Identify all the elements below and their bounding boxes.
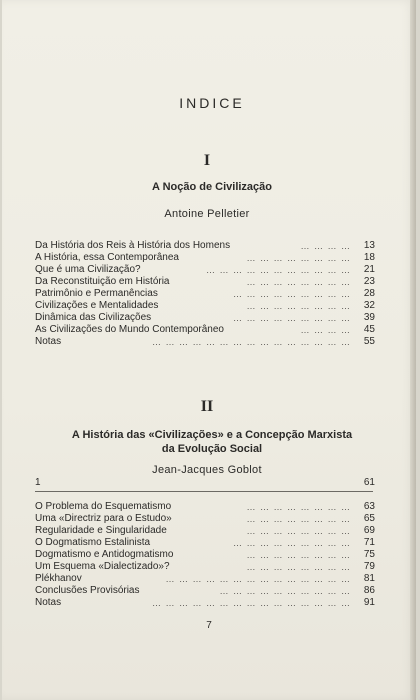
toc-entry-page: 61: [363, 477, 375, 488]
section-1-numeral: I: [203, 152, 211, 169]
toc-entry: [35, 513, 375, 525]
toc-entry-page: 45: [363, 324, 375, 335]
toc-entry-label: A História, essa Contemporânea: [35, 252, 179, 263]
toc-leader-dots: … … … … … … … … … …: [219, 586, 351, 596]
page-number: 7: [206, 620, 212, 631]
toc-entry-page: 91: [363, 597, 375, 608]
toc-entry: [35, 525, 375, 537]
toc-entry-label: Conclusões Provisórias: [35, 585, 140, 596]
toc-entry-page: 23: [363, 276, 375, 287]
toc-entry-label: Patrimônio e Permanências: [35, 288, 158, 299]
toc-entry: [35, 501, 375, 513]
toc-leader-dots: … … … … … … … …: [246, 301, 351, 311]
book-page: [2, 0, 416, 700]
section-2-toc: [35, 477, 375, 609]
toc-leader-dots: … … … … … … … …: [246, 526, 351, 536]
toc-entry-page: 71: [363, 537, 375, 548]
section-2-numeral: II: [200, 398, 214, 415]
toc-entry: [35, 264, 375, 276]
section-2-title-line-2: da Evolução Social: [161, 443, 263, 455]
toc-leader-dots: … … … … … … … …: [246, 514, 351, 524]
index-heading: INDICE: [179, 95, 245, 111]
toc-leader-dots: … … … … … … … … …: [232, 289, 351, 299]
toc-leader-dots: … … … … … … … …: [246, 502, 351, 512]
toc-entry-page: 32: [363, 300, 375, 311]
toc-entry-page: 39: [363, 312, 375, 323]
toc-entry: [35, 477, 375, 489]
toc-entry-label: Dogmatismo e Antidogmatismo: [35, 549, 174, 560]
toc-leader-dots: … … … …: [300, 325, 351, 335]
toc-entry-label: Plékhanov: [35, 573, 82, 584]
toc-entry: [35, 597, 375, 609]
section-2-divider: [35, 491, 373, 492]
toc-leader-dots: … … … … … … … …: [246, 562, 351, 572]
toc-entry: [35, 549, 375, 561]
toc-leader-dots: … … … … … … … … …: [232, 313, 351, 323]
toc-entry: [35, 573, 375, 585]
toc-leader-dots: … … … … … … … … … … … … … … …: [151, 337, 351, 347]
toc-entry-page: 28: [363, 288, 375, 299]
toc-entry-label: Que é uma Civilização?: [35, 264, 141, 275]
toc-entry-label: Civilizações e Mentalidades: [35, 300, 159, 311]
toc-entry-page: 86: [363, 585, 375, 596]
toc-leader-dots: … … … … … … … …: [246, 550, 351, 560]
section-2-title-line-1: A História das «Civilizações» e a Concepção Marxista: [71, 429, 353, 441]
toc-entry: [35, 288, 375, 300]
toc-entry-page: 81: [363, 573, 375, 584]
toc-entry-page: 79: [363, 561, 375, 572]
toc-entry-page: 75: [363, 549, 375, 560]
section-2-author: Jean-Jacques Goblot: [152, 464, 262, 476]
section-1-title: A Noção de Civilização: [151, 181, 273, 193]
toc-entry-page: 18: [363, 252, 375, 263]
toc-leader-dots: … … … … … … … … … … … … … …: [165, 574, 351, 584]
toc-entry-label: Dinâmica das Civilizações: [35, 312, 152, 323]
toc-leader-dots: … … … … … … … … … … …: [205, 265, 351, 275]
toc-entry-page: 69: [363, 525, 375, 536]
toc-entry-label: O Problema do Esquematismo: [35, 501, 172, 512]
toc-leader-dots: … … … … … … … … …: [232, 538, 351, 548]
toc-leader-dots: … … … … … … … …: [246, 253, 351, 263]
toc-entry-label: Uma «Directriz para o Estudo»: [35, 513, 172, 524]
toc-entry: [35, 276, 375, 288]
toc-entry-label: Notas: [35, 336, 62, 347]
toc-entry: [35, 300, 375, 312]
toc-entry-page: 65: [363, 513, 375, 524]
toc-entry: [35, 561, 375, 573]
toc-entry: [35, 537, 375, 549]
toc-entry-label: O Dogmatismo Estalinista: [35, 537, 151, 548]
toc-entry-label: 1: [35, 477, 41, 488]
section-1-author: Antoine Pelletier: [164, 208, 250, 220]
toc-entry: [35, 585, 375, 597]
toc-entry-label: Notas: [35, 597, 62, 608]
section-2-title: [22, 428, 402, 456]
toc-entry-label: Da Reconstituição em História: [35, 276, 170, 287]
toc-entry-page: 13: [363, 240, 375, 251]
toc-entry: [35, 312, 375, 324]
toc-entry-page: 55: [363, 336, 375, 347]
toc-leader-dots: … … … … … … … … … … … … … … …: [151, 598, 351, 608]
toc-leader-dots: … … … … … … … …: [246, 277, 351, 287]
section-1-toc: [35, 240, 375, 348]
toc-entry-label: Da História dos Reis à História dos Homens: [35, 240, 231, 251]
toc-entry-label: As Civilizações do Mundo Contemporâneo: [35, 324, 224, 335]
toc-entry: [35, 240, 375, 252]
toc-entry-page: 63: [363, 501, 375, 512]
toc-entry: [35, 324, 375, 336]
toc-entry: [35, 336, 375, 348]
toc-leader-dots: … … … …: [300, 241, 351, 251]
toc-entry: [35, 252, 375, 264]
toc-entry-label: Um Esquema «Dialectizado»?: [35, 561, 170, 572]
toc-entry-page: 21: [363, 264, 375, 275]
toc-entry-label: Regularidade e Singularidade: [35, 525, 167, 536]
